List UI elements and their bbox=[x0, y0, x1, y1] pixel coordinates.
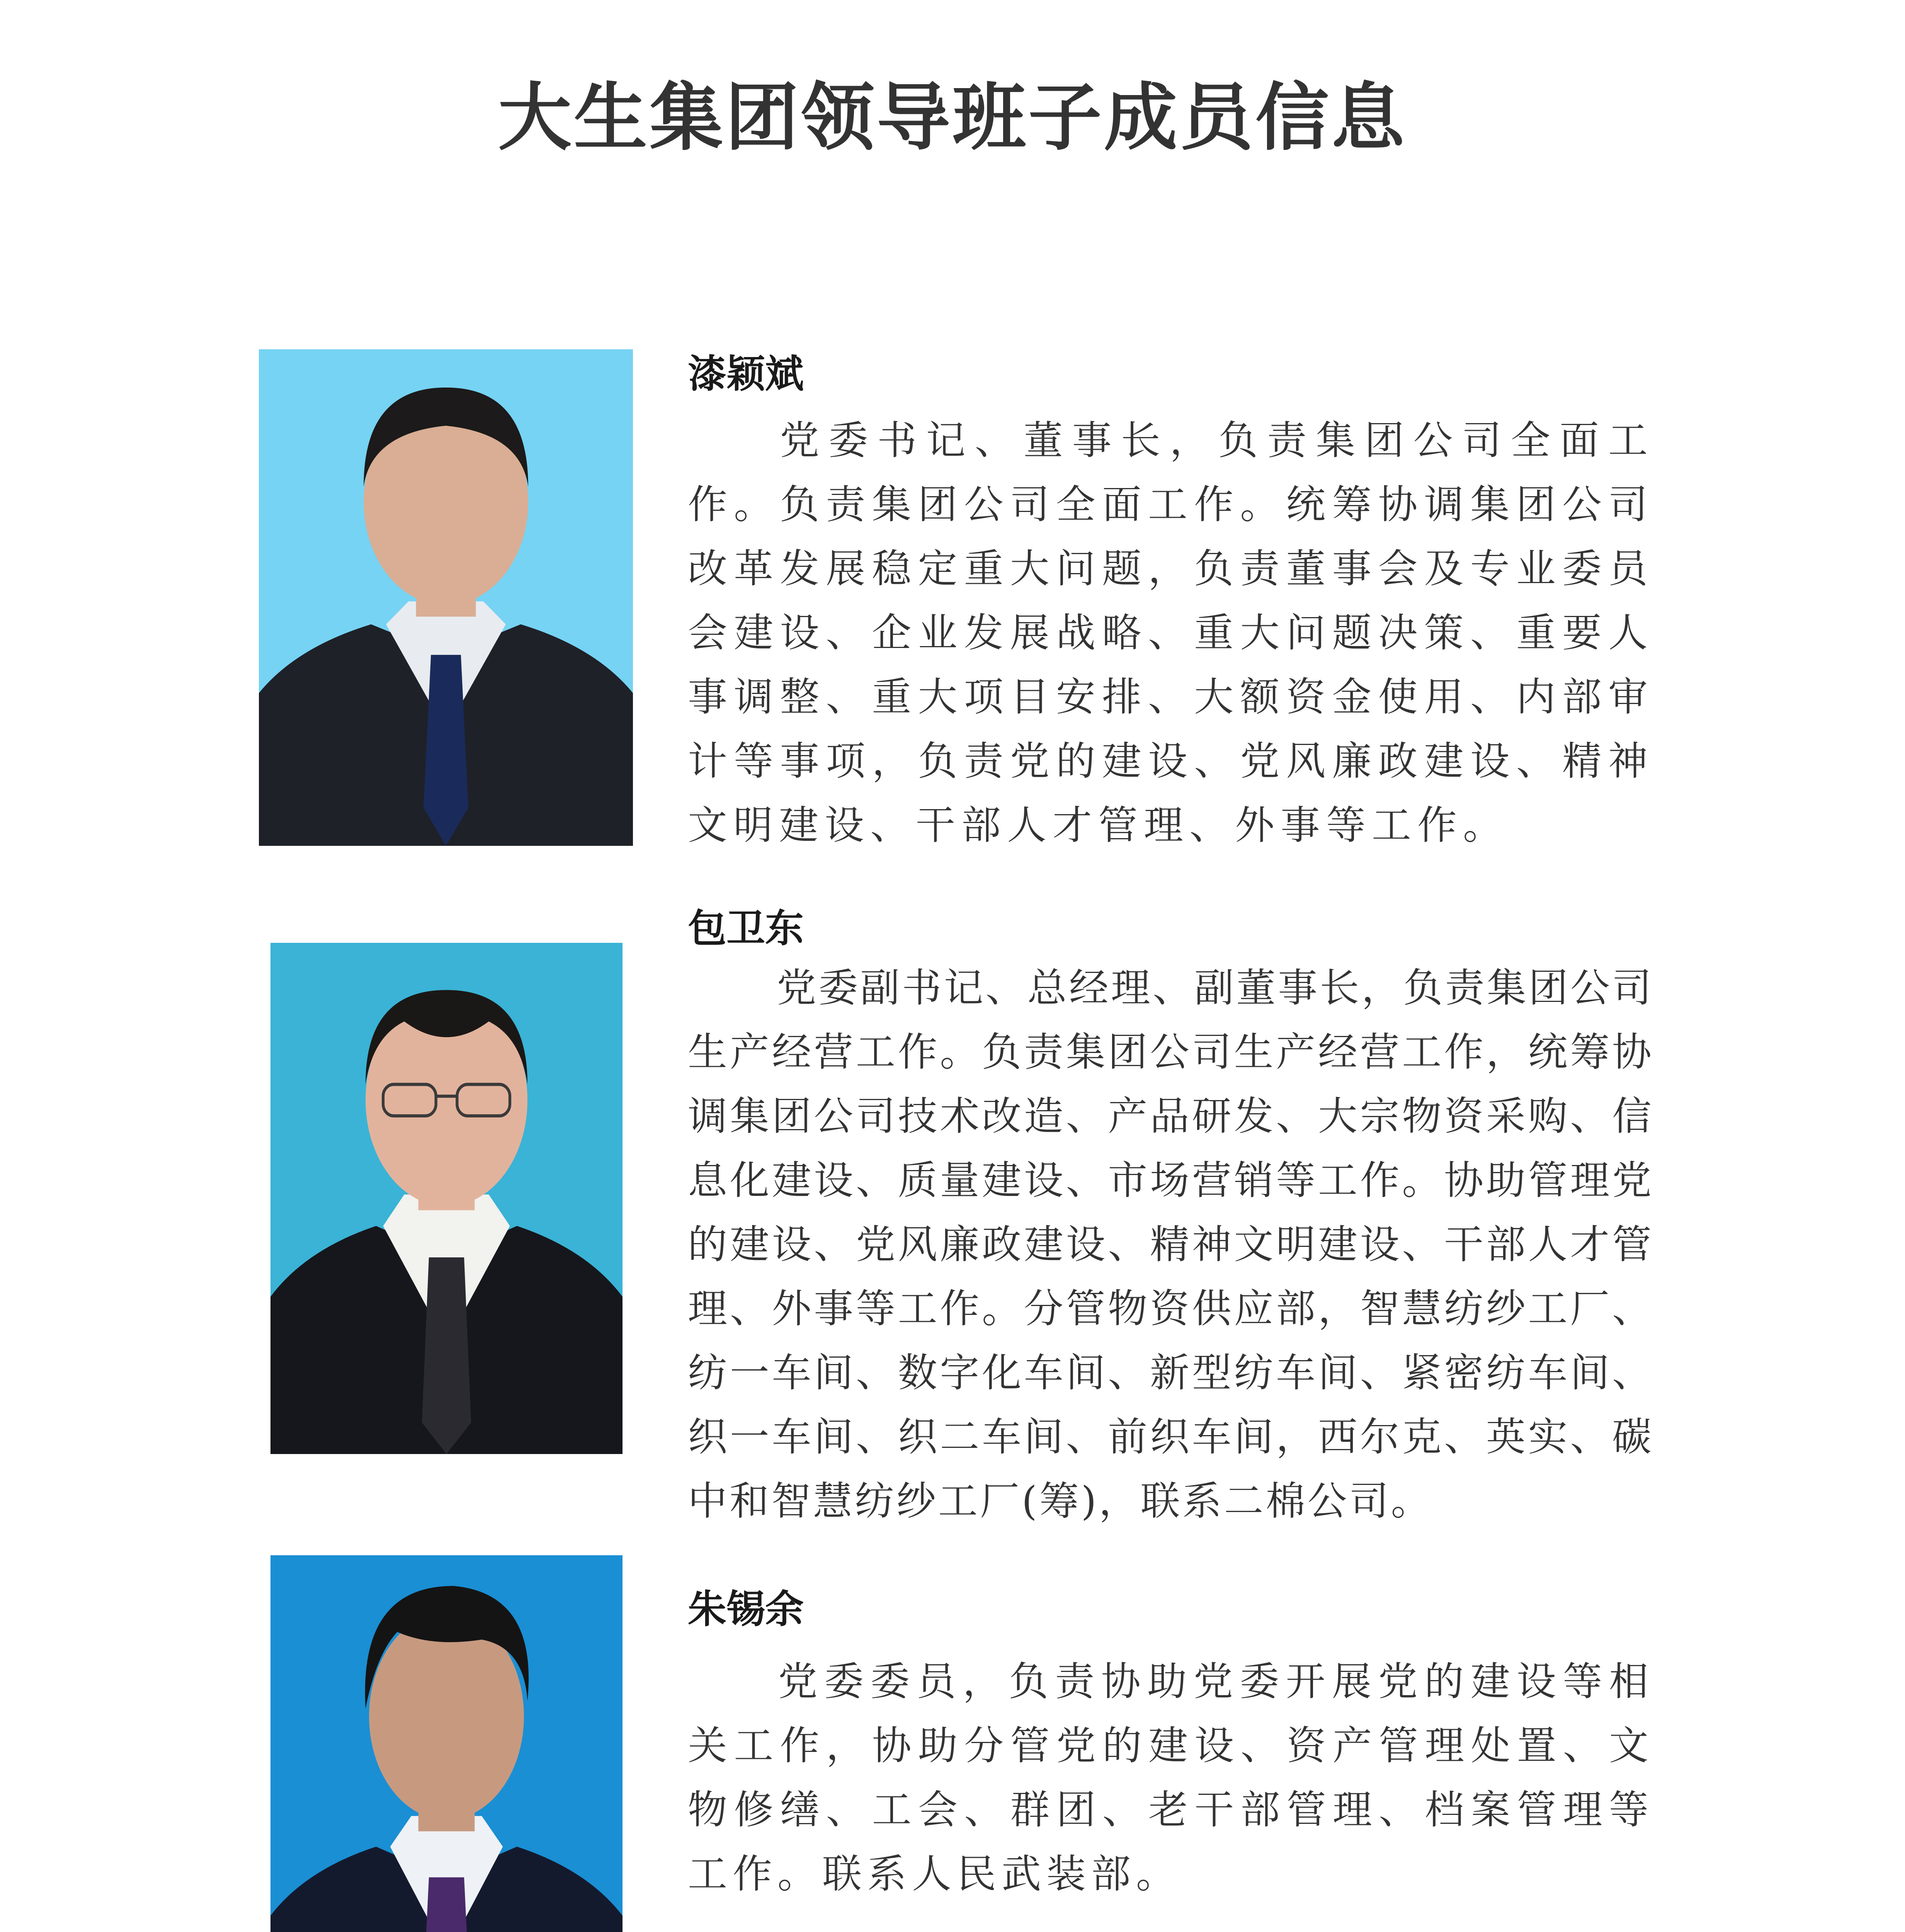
member-photo bbox=[259, 349, 633, 846]
member-name: 包卫东 bbox=[688, 906, 804, 951]
member-description: 党委副书记、总经理、副董事长，负责集团公司生产经营工作。负责集团公司生产经营工作，统筹协调集团公司技术改造、产品研发、大宗物资采购、信息化建设、质量建设、市场营销等工作。协助管理党的建设、党风廉政建设、精神文明建设、干部人才管理、外事等工作。分管物资供应部，智慧纺纱工厂、纺一车间、数字化车间、新型纺车间、紧密纺车间、织一车间、织二车间、前织车间，西尔克、英实、碳中和智慧纺纱工厂(筹)，联系二棉公司。 bbox=[688, 965, 1654, 1524]
page-title: 大生集团领导班子成员信息 bbox=[498, 75, 1407, 160]
portrait-image bbox=[259, 349, 633, 846]
member-name: 朱锡余 bbox=[688, 1587, 804, 1632]
member-name: 漆颖斌 bbox=[688, 351, 804, 396]
member-photo bbox=[270, 1555, 623, 1932]
member-photo bbox=[270, 943, 623, 1454]
member-description: 党委书记、董事长，负责集团公司全面工作。负责集团公司全面工作。统筹协调集团公司改革发展稳定重大问题，负责董事会及专业委员会建设、企业发展战略、重大问题决策、重要人事调整、重大项目安排、大额资金使用、内部审计等事项，负责党的建设、党风廉政建设、精神文明建设、干部人才管理、外事等工作。 bbox=[688, 418, 1654, 849]
portrait-image bbox=[270, 1555, 623, 1932]
member-description: 党委委员，负责协助党委开展党的建设等相关工作，协助分管党的建设、资产管理处置、文物修缮、工会、群团、老干部管理、档案管理等工作。联系人民武装部。 bbox=[688, 1659, 1654, 1897]
portrait-image bbox=[270, 943, 623, 1454]
